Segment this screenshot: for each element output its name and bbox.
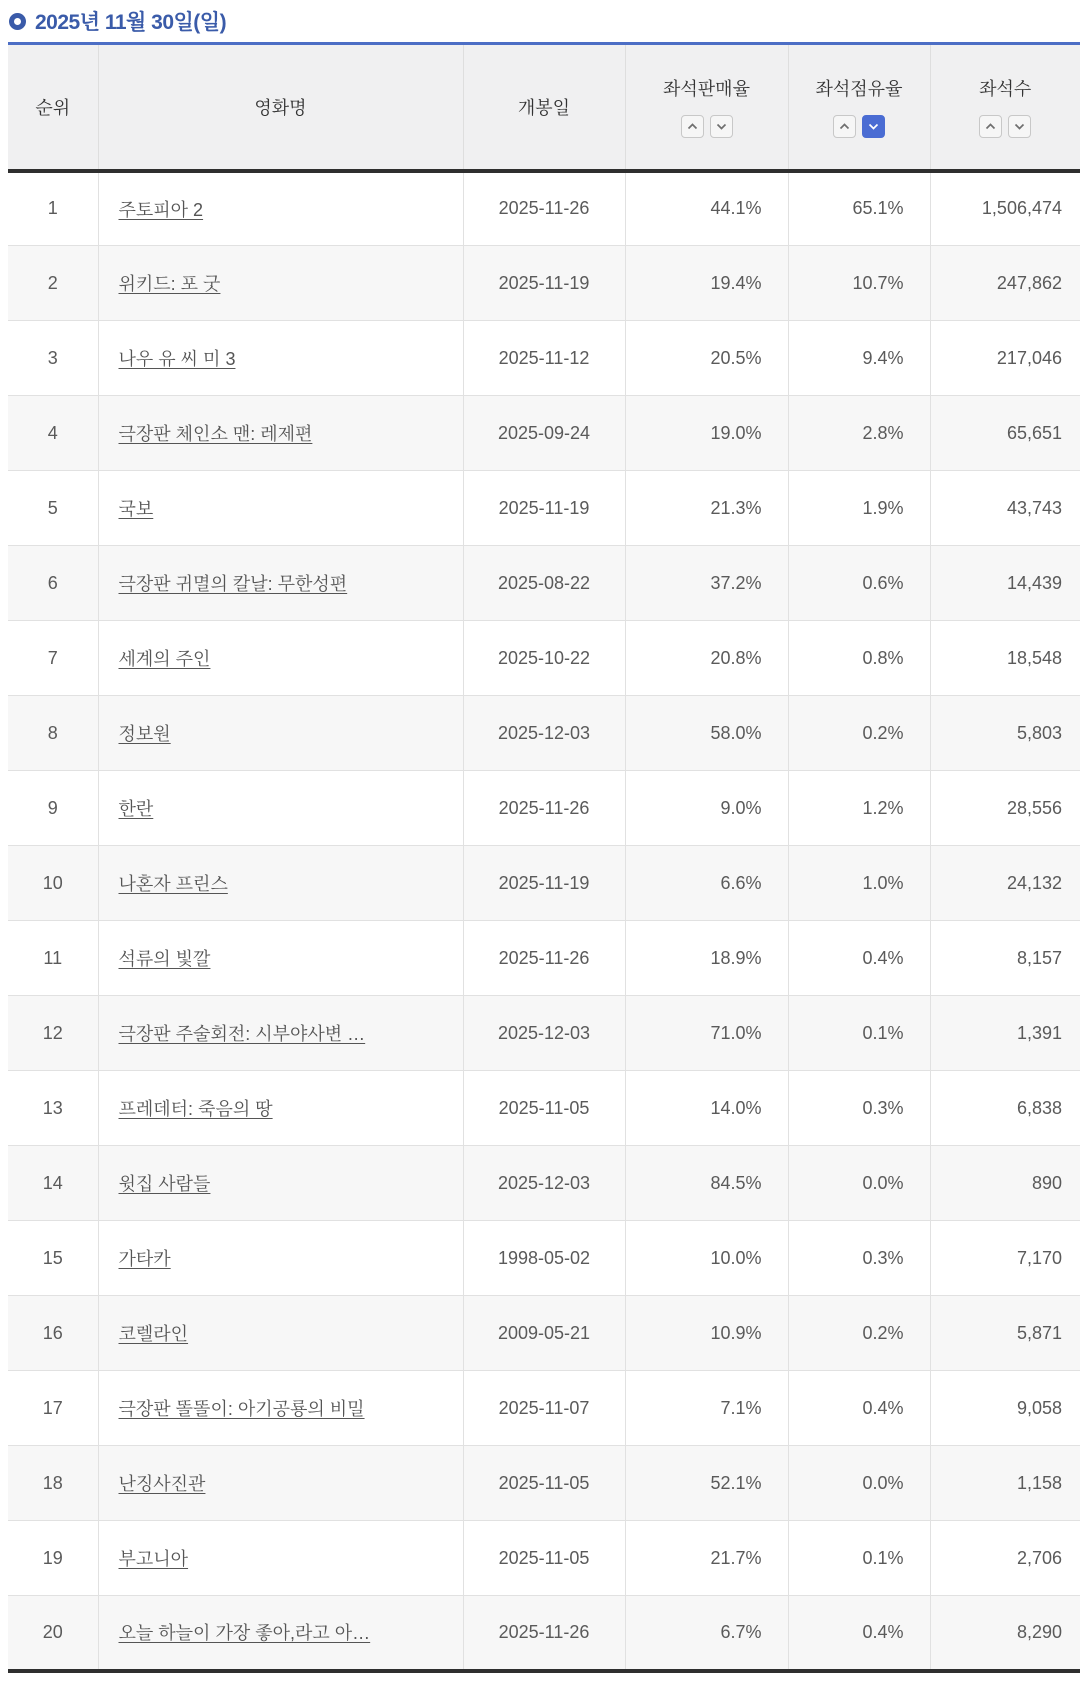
column-header-seat-count <box>930 44 1080 171</box>
table-row <box>8 846 1080 921</box>
movie-title-cell <box>98 696 463 771</box>
seat-sales-rate-cell: 37.2% <box>625 546 788 621</box>
seat-sales-rate-cell: 10.0% <box>625 1221 788 1296</box>
movie-title-cell <box>98 396 463 471</box>
seat-sales-rate-cell: 44.1% <box>625 171 788 246</box>
sort-asc-button[interactable] <box>681 115 704 138</box>
rank-cell: 18 <box>8 1446 98 1521</box>
seat-sales-rate-cell: 52.1% <box>625 1446 788 1521</box>
table-row <box>8 1371 1080 1446</box>
movie-title-cell <box>98 546 463 621</box>
seat-sales-rate-cell: 18.9% <box>625 921 788 996</box>
release-date-cell: 2009-05-21 <box>463 1296 625 1371</box>
release-date-cell: 2025-12-03 <box>463 996 625 1071</box>
seat-count-cell: 890 <box>930 1146 1080 1221</box>
seat-count-cell: 5,871 <box>930 1296 1080 1371</box>
rank-cell: 17 <box>8 1371 98 1446</box>
seat-count-cell: 9,058 <box>930 1371 1080 1446</box>
date-heading-row <box>8 0 1080 42</box>
movie-title-cell <box>98 1071 463 1146</box>
column-label: 좌석수 <box>979 79 1032 100</box>
sort-buttons <box>681 115 733 138</box>
seat-sales-rate-cell: 84.5% <box>625 1146 788 1221</box>
movie-title-link[interactable]: 나우 유 씨 미 3 <box>118 349 236 369</box>
seat-count-cell: 217,046 <box>930 321 1080 396</box>
rank-cell: 14 <box>8 1146 98 1221</box>
rank-cell: 20 <box>8 1596 98 1671</box>
release-date-cell: 2025-11-19 <box>463 846 625 921</box>
box-office-table <box>8 42 1080 1673</box>
movie-title-cell <box>98 846 463 921</box>
release-date-cell: 2025-08-22 <box>463 546 625 621</box>
seat-occupancy-rate-cell: 0.3% <box>788 1071 930 1146</box>
seat-sales-rate-cell: 19.4% <box>625 246 788 321</box>
release-date-cell: 2025-11-05 <box>463 1521 625 1596</box>
release-date-cell: 2025-12-03 <box>463 696 625 771</box>
sort-buttons <box>979 115 1031 138</box>
chevron-down-icon <box>1014 123 1025 130</box>
sort-asc-button[interactable] <box>979 115 1002 138</box>
movie-title-link[interactable]: 국보 <box>118 499 154 519</box>
table-row <box>8 1146 1080 1221</box>
movie-title-link[interactable]: 위키드: 포 굿 <box>118 274 221 294</box>
seat-sales-rate-cell: 58.0% <box>625 696 788 771</box>
rank-cell: 16 <box>8 1296 98 1371</box>
seat-occupancy-rate-cell: 0.4% <box>788 1371 930 1446</box>
seat-sales-rate-cell: 71.0% <box>625 996 788 1071</box>
table-row <box>8 1296 1080 1371</box>
movie-title-cell <box>98 321 463 396</box>
movie-title-link[interactable]: 코렐라인 <box>118 1324 189 1344</box>
movie-title-cell <box>98 1146 463 1221</box>
seat-sales-rate-cell: 21.7% <box>625 1521 788 1596</box>
movie-title-link[interactable]: 극장판 체인소 맨: 레제편 <box>118 424 313 444</box>
table-row <box>8 546 1080 621</box>
movie-title-cell <box>98 1296 463 1371</box>
chevron-down-icon <box>716 123 727 130</box>
seat-count-cell: 14,439 <box>930 546 1080 621</box>
table-row <box>8 771 1080 846</box>
seat-sales-rate-cell: 20.5% <box>625 321 788 396</box>
seat-sales-rate-cell: 9.0% <box>625 771 788 846</box>
seat-occupancy-rate-cell: 0.0% <box>788 1146 930 1221</box>
sort-desc-button[interactable] <box>710 115 733 138</box>
release-date-cell: 2025-11-05 <box>463 1071 625 1146</box>
seat-occupancy-rate-cell: 0.0% <box>788 1446 930 1521</box>
column-header-seat-sales-rate <box>625 44 788 171</box>
rank-cell: 6 <box>8 546 98 621</box>
column-header-release-date <box>463 44 625 171</box>
chevron-up-icon <box>985 123 996 130</box>
movie-title-link[interactable]: 정보원 <box>118 724 171 744</box>
seat-count-cell: 43,743 <box>930 471 1080 546</box>
release-date-cell: 2025-12-03 <box>463 1146 625 1221</box>
table-row <box>8 321 1080 396</box>
movie-title-link[interactable]: 프레데터: 죽음의 땅 <box>118 1099 273 1119</box>
sort-desc-button[interactable] <box>1008 115 1031 138</box>
column-header-movie-title <box>98 44 463 171</box>
ring-bullet-icon <box>9 13 26 30</box>
movie-title-cell <box>98 921 463 996</box>
seat-occupancy-rate-cell: 0.1% <box>788 996 930 1071</box>
rank-cell: 15 <box>8 1221 98 1296</box>
table-row <box>8 246 1080 321</box>
movie-title-link[interactable]: 한란 <box>118 799 154 819</box>
seat-occupancy-rate-cell: 0.2% <box>788 696 930 771</box>
seat-sales-rate-cell: 21.3% <box>625 471 788 546</box>
movie-title-link[interactable]: 극장판 주술회전: 시부야사변 … <box>118 1024 366 1044</box>
movie-title-link[interactable]: 석류의 빛깔 <box>118 949 211 969</box>
sort-buttons <box>833 115 885 138</box>
rank-cell: 4 <box>8 396 98 471</box>
table-row <box>8 996 1080 1071</box>
table-row <box>8 1221 1080 1296</box>
table-body <box>8 171 1080 1671</box>
seat-occupancy-rate-cell: 0.4% <box>788 921 930 996</box>
seat-count-cell: 1,506,474 <box>930 171 1080 246</box>
seat-sales-rate-cell: 20.8% <box>625 621 788 696</box>
table-row <box>8 621 1080 696</box>
release-date-cell: 2025-11-26 <box>463 1596 625 1671</box>
rank-cell: 13 <box>8 1071 98 1146</box>
movie-title-link[interactable]: 난징사진관 <box>118 1474 206 1494</box>
column-label: 순위 <box>35 97 71 118</box>
movie-title-cell <box>98 771 463 846</box>
seat-occupancy-rate-cell: 9.4% <box>788 321 930 396</box>
seat-sales-rate-cell: 7.1% <box>625 1371 788 1446</box>
release-date-cell: 2025-11-12 <box>463 321 625 396</box>
seat-occupancy-rate-cell: 0.3% <box>788 1221 930 1296</box>
seat-count-cell: 65,651 <box>930 396 1080 471</box>
column-label: 좌석판매율 <box>663 79 750 100</box>
rank-cell: 1 <box>8 171 98 246</box>
seat-sales-rate-cell: 19.0% <box>625 396 788 471</box>
movie-title-cell <box>98 996 463 1071</box>
seat-sales-rate-cell: 14.0% <box>625 1071 788 1146</box>
release-date-cell: 2025-11-26 <box>463 921 625 996</box>
seat-occupancy-rate-cell: 1.0% <box>788 846 930 921</box>
seat-occupancy-rate-cell: 0.4% <box>788 1596 930 1671</box>
movie-title-cell <box>98 246 463 321</box>
seat-count-cell: 24,132 <box>930 846 1080 921</box>
release-date-cell: 2025-11-26 <box>463 771 625 846</box>
seat-count-cell: 2,706 <box>930 1521 1080 1596</box>
movie-title-link[interactable]: 주토피아 2 <box>118 199 204 220</box>
movie-title-link[interactable]: 가타카 <box>118 1249 171 1269</box>
column-header-rank <box>8 44 98 171</box>
table-row <box>8 921 1080 996</box>
release-date-cell: 2025-10-22 <box>463 621 625 696</box>
release-date-cell: 2025-11-07 <box>463 1371 625 1446</box>
seat-count-cell: 28,556 <box>930 771 1080 846</box>
movie-title-cell <box>98 1521 463 1596</box>
seat-count-cell: 1,391 <box>930 996 1080 1071</box>
rank-cell: 19 <box>8 1521 98 1596</box>
table-row <box>8 1446 1080 1521</box>
release-date-cell: 2025-11-19 <box>463 471 625 546</box>
movie-title-cell <box>98 1446 463 1521</box>
table-row <box>8 471 1080 546</box>
chevron-up-icon <box>839 123 850 130</box>
rank-cell: 9 <box>8 771 98 846</box>
movie-title-link[interactable]: 극장판 귀멸의 칼날: 무한성편 <box>118 574 348 594</box>
sort-desc-button-active[interactable] <box>862 115 885 138</box>
seat-occupancy-rate-cell: 2.8% <box>788 396 930 471</box>
movie-title-cell <box>98 1221 463 1296</box>
rank-cell: 10 <box>8 846 98 921</box>
seat-count-cell: 6,838 <box>930 1071 1080 1146</box>
table-row <box>8 1071 1080 1146</box>
seat-count-cell: 8,157 <box>930 921 1080 996</box>
movie-title-cell <box>98 1371 463 1446</box>
sort-asc-button[interactable] <box>833 115 856 138</box>
release-date-cell: 2025-11-26 <box>463 171 625 246</box>
table-header <box>8 44 1080 171</box>
seat-count-cell: 18,548 <box>930 621 1080 696</box>
rank-cell: 3 <box>8 321 98 396</box>
seat-occupancy-rate-cell: 0.1% <box>788 1521 930 1596</box>
seat-occupancy-rate-cell: 10.7% <box>788 246 930 321</box>
rank-cell: 8 <box>8 696 98 771</box>
movie-title-cell <box>98 171 463 246</box>
seat-occupancy-rate-cell: 0.8% <box>788 621 930 696</box>
seat-occupancy-rate-cell: 0.6% <box>788 546 930 621</box>
movie-title-cell <box>98 621 463 696</box>
seat-sales-rate-cell: 10.9% <box>625 1296 788 1371</box>
table-row <box>8 1596 1080 1671</box>
seat-count-cell: 1,158 <box>930 1446 1080 1521</box>
rank-cell: 11 <box>8 921 98 996</box>
rank-cell: 12 <box>8 996 98 1071</box>
seat-occupancy-rate-cell: 0.2% <box>788 1296 930 1371</box>
chevron-down-icon <box>868 123 879 130</box>
column-label: 개봉일 <box>517 97 571 118</box>
column-label: 좌석점유율 <box>815 79 903 100</box>
seat-count-cell: 247,862 <box>930 246 1080 321</box>
release-date-cell: 2025-09-24 <box>463 396 625 471</box>
seat-count-cell: 8,290 <box>930 1596 1080 1671</box>
seat-sales-rate-cell: 6.6% <box>625 846 788 921</box>
movie-title-link[interactable]: 나혼자 프린스 <box>118 874 228 894</box>
movie-title-link[interactable]: 윗집 사람들 <box>118 1174 211 1194</box>
rank-cell: 5 <box>8 471 98 546</box>
table-row <box>8 696 1080 771</box>
column-label: 영화명 <box>254 97 307 118</box>
table-row <box>8 1521 1080 1596</box>
seat-occupancy-rate-cell: 1.9% <box>788 471 930 546</box>
movie-title-link[interactable]: 극장판 똘똘이: 아기공룡의 비밀 <box>118 1399 365 1419</box>
seat-occupancy-rate-cell: 1.2% <box>788 771 930 846</box>
table-row <box>8 171 1080 246</box>
rank-cell: 2 <box>8 246 98 321</box>
column-header-seat-occupancy-rate <box>788 44 930 171</box>
release-date-cell: 2025-11-05 <box>463 1446 625 1521</box>
rank-cell: 7 <box>8 621 98 696</box>
movie-title-cell <box>98 1596 463 1671</box>
table-row <box>8 396 1080 471</box>
movie-title-link[interactable]: 오늘 하늘이 가장 좋아,라고 아… <box>118 1623 371 1644</box>
chevron-up-icon <box>687 123 698 130</box>
release-date-cell: 1998-05-02 <box>463 1221 625 1296</box>
seat-count-cell: 5,803 <box>930 696 1080 771</box>
seat-count-cell: 7,170 <box>930 1221 1080 1296</box>
movie-title-link[interactable]: 세계의 주인 <box>118 649 211 669</box>
seat-sales-rate-cell: 6.7% <box>625 1596 788 1671</box>
movie-title-link[interactable]: 부고니아 <box>118 1549 189 1569</box>
seat-occupancy-rate-cell: 65.1% <box>788 171 930 246</box>
date-heading: 2025년 11월 30일(일) <box>35 11 227 34</box>
movie-title-cell <box>98 471 463 546</box>
release-date-cell: 2025-11-19 <box>463 246 625 321</box>
